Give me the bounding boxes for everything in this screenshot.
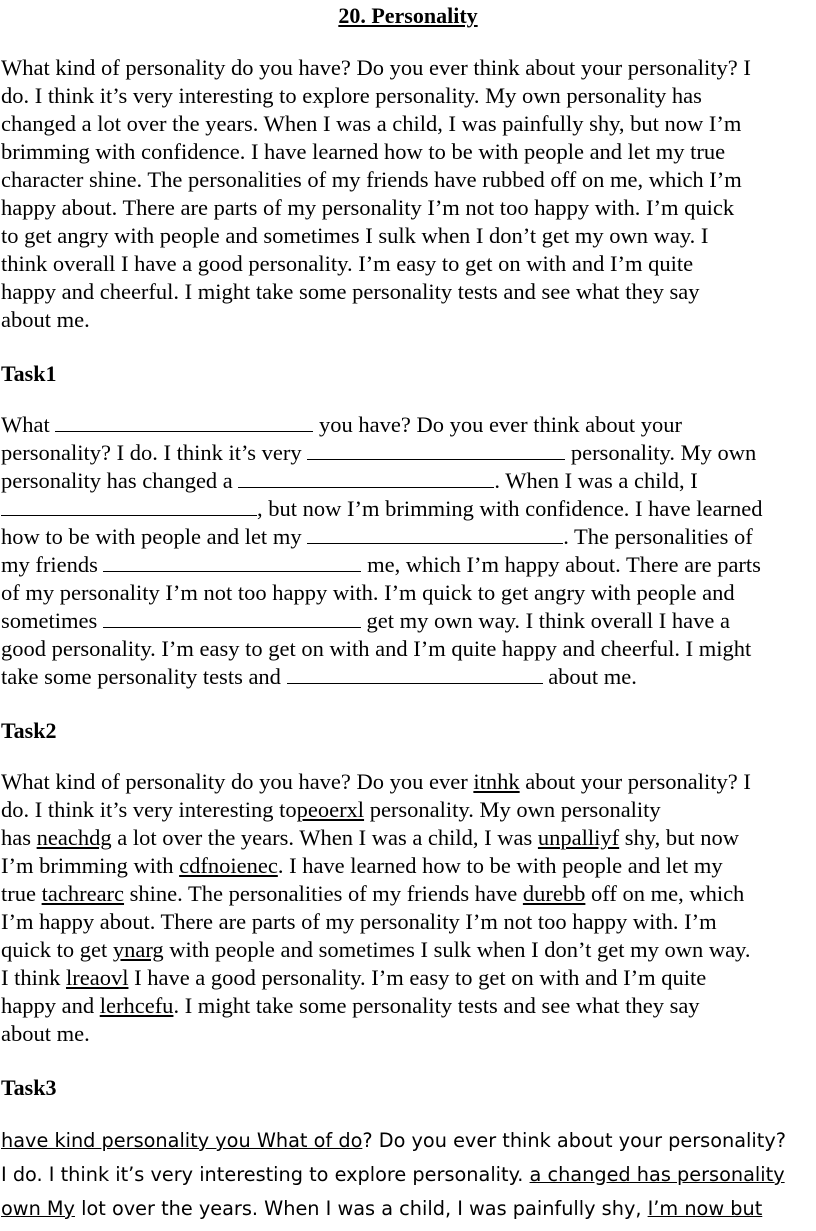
task2-text: true	[1, 881, 42, 906]
task2-text: with people and sometimes I sulk when I don’t get my own way.	[163, 937, 751, 962]
task1-line	[1, 551, 816, 579]
task2-text: about your personality? I	[519, 769, 751, 794]
task1-line	[1, 439, 816, 467]
task2-text: I think	[1, 965, 66, 990]
task1-text: , but now I’m brimming with confidence. I have learned	[257, 496, 763, 521]
task1-text: sometimes	[1, 608, 103, 633]
page-title: 20. Personality	[338, 3, 478, 28]
task2-line	[1, 768, 816, 796]
task1-line: of my personality I’m not too happy with. I’m quick to get angry with people and	[1, 580, 735, 605]
task3-line	[1, 1158, 816, 1192]
task1-text: you have? Do you ever think about your	[313, 412, 683, 437]
task1-line	[1, 523, 816, 551]
passage-line: happy about. There are parts of my personality I’m not too happy with. I’m quick	[1, 195, 735, 220]
task2-line	[1, 852, 816, 880]
task1-text: . The personalities of	[563, 524, 753, 549]
answer-blank[interactable]	[307, 439, 565, 460]
task3-jumbled-passage	[1, 1124, 816, 1226]
task2-line: about me.	[1, 1021, 90, 1046]
passage-line: What kind of personality do you have? Do you ever think about your personality? I	[1, 55, 751, 80]
task2-text: shy, but now	[619, 825, 739, 850]
task1-text: personality? I do. I think it’s very	[1, 440, 308, 465]
task2-heading: Task2	[1, 718, 57, 743]
task1-text: how to be with people and let my	[1, 524, 308, 549]
task2-text: personality. My own personality	[364, 797, 661, 822]
task1-text: me, which I’m happy about. There are parts	[361, 552, 761, 577]
answer-blank[interactable]	[238, 467, 494, 488]
task2-text: off on me, which	[585, 881, 745, 906]
task3-line	[1, 1124, 816, 1158]
task2-text: shine. The personalities of my friends have	[124, 881, 523, 906]
answer-blank[interactable]	[287, 663, 543, 684]
task2-line	[1, 880, 816, 908]
task2-line	[1, 964, 816, 992]
task1-heading: Task1	[1, 361, 57, 386]
task1-line	[1, 663, 816, 691]
task1-line	[1, 495, 816, 523]
passage-line: to get angry with people and sometimes I sulk when I don’t get my own way. I	[1, 223, 709, 248]
scrambled-word: lreaovl	[66, 965, 129, 990]
task1-line	[1, 467, 816, 495]
passage-line: brimming with confidence. I have learned how to be with people and let my true	[1, 139, 726, 164]
task2-text: . I have learned how to be with people and let my	[277, 853, 723, 878]
task2-text: a lot over the years. When I was a child, I was	[111, 825, 538, 850]
scrambled-word: unpalliyf	[537, 825, 620, 850]
passage-line: do. I think it’s very interesting to explore personality. My own personality has	[1, 83, 702, 108]
scrambled-word: neachdg	[36, 825, 112, 850]
task2-line	[1, 936, 816, 964]
answer-blank[interactable]	[1, 495, 257, 516]
task1-text: What	[1, 412, 56, 437]
task3-text: lot over the years. When I was a child, I was painfully shy,	[74, 1197, 648, 1220]
scrambled-word: lerhcefu	[99, 993, 174, 1018]
jumbled-phrase: I’m now but	[647, 1197, 763, 1220]
task1-text: get my own way. I think overall I have a	[360, 608, 730, 633]
task1-text: . When I was a child, I	[494, 468, 698, 493]
passage-line: character shine. The personalities of my friends have rubbed off on me, which I’m	[1, 167, 742, 192]
jumbled-phrase: have kind personality you What of do	[1, 1129, 363, 1152]
task1-text: take some personality tests and	[1, 664, 287, 689]
passage-line: think overall I have a good personality. I’m easy to get on with and I’m quite	[1, 251, 694, 276]
passage-line: changed a lot over the years. When I was a child, I was painfully shy, but now I’m	[1, 111, 742, 136]
task2-line	[1, 824, 816, 852]
task1-line	[1, 411, 816, 439]
scrambled-word: cdfnoienec	[179, 853, 278, 878]
scrambled-word: tachrearc	[41, 881, 125, 906]
answer-blank[interactable]	[55, 411, 313, 432]
task2-anagram-passage	[1, 768, 816, 1048]
task2-text: quick to get	[1, 937, 113, 962]
task1-text: personality. My own	[565, 440, 757, 465]
answer-blank[interactable]	[103, 607, 361, 628]
task2-text: has	[1, 825, 37, 850]
reading-passage	[1, 54, 816, 334]
scrambled-word: itnhk	[473, 769, 520, 794]
task1-text: my friends	[1, 552, 104, 577]
passage-line: happy and cheerful. I might take some personality tests and see what they say	[1, 279, 700, 304]
jumbled-phrase: a changed has personality	[529, 1163, 785, 1186]
scrambled-word: peoerxl	[296, 797, 365, 822]
passage-line: about me.	[1, 307, 90, 332]
task2-line	[1, 992, 816, 1020]
jumbled-phrase: own My	[1, 1197, 75, 1220]
task2-line: I’m happy about. There are parts of my personality I’m not too happy with. I’m	[1, 909, 717, 934]
task2-line	[1, 796, 816, 824]
task3-line	[1, 1192, 816, 1226]
task1-gapfill	[1, 411, 816, 691]
task3-text: I do. I think it’s very interesting to explore personality.	[1, 1163, 530, 1186]
scrambled-word: durebb	[522, 881, 586, 906]
scrambled-word: ynarg	[112, 937, 164, 962]
task2-text: What kind of personality do you have? Do you ever	[1, 769, 474, 794]
task2-text: I’m brimming with	[1, 853, 180, 878]
task2-text: happy and	[1, 993, 100, 1018]
task1-text: about me.	[542, 664, 637, 689]
task2-text: do. I think it’s very interesting to	[1, 797, 297, 822]
task3-heading: Task3	[1, 1075, 57, 1100]
answer-blank[interactable]	[307, 523, 563, 544]
task1-text: personality has changed a	[1, 468, 239, 493]
task3-text: ? Do you ever think about your personality?	[362, 1129, 786, 1152]
task1-line: good personality. I’m easy to get on with and I’m quite happy and cheerful. I might	[1, 636, 752, 661]
task2-text: I have a good personality. I’m easy to get on with and I’m quite	[128, 965, 707, 990]
task1-line	[1, 607, 816, 635]
task2-text: . I might take some personality tests and see what they say	[173, 993, 700, 1018]
answer-blank[interactable]	[103, 551, 361, 572]
